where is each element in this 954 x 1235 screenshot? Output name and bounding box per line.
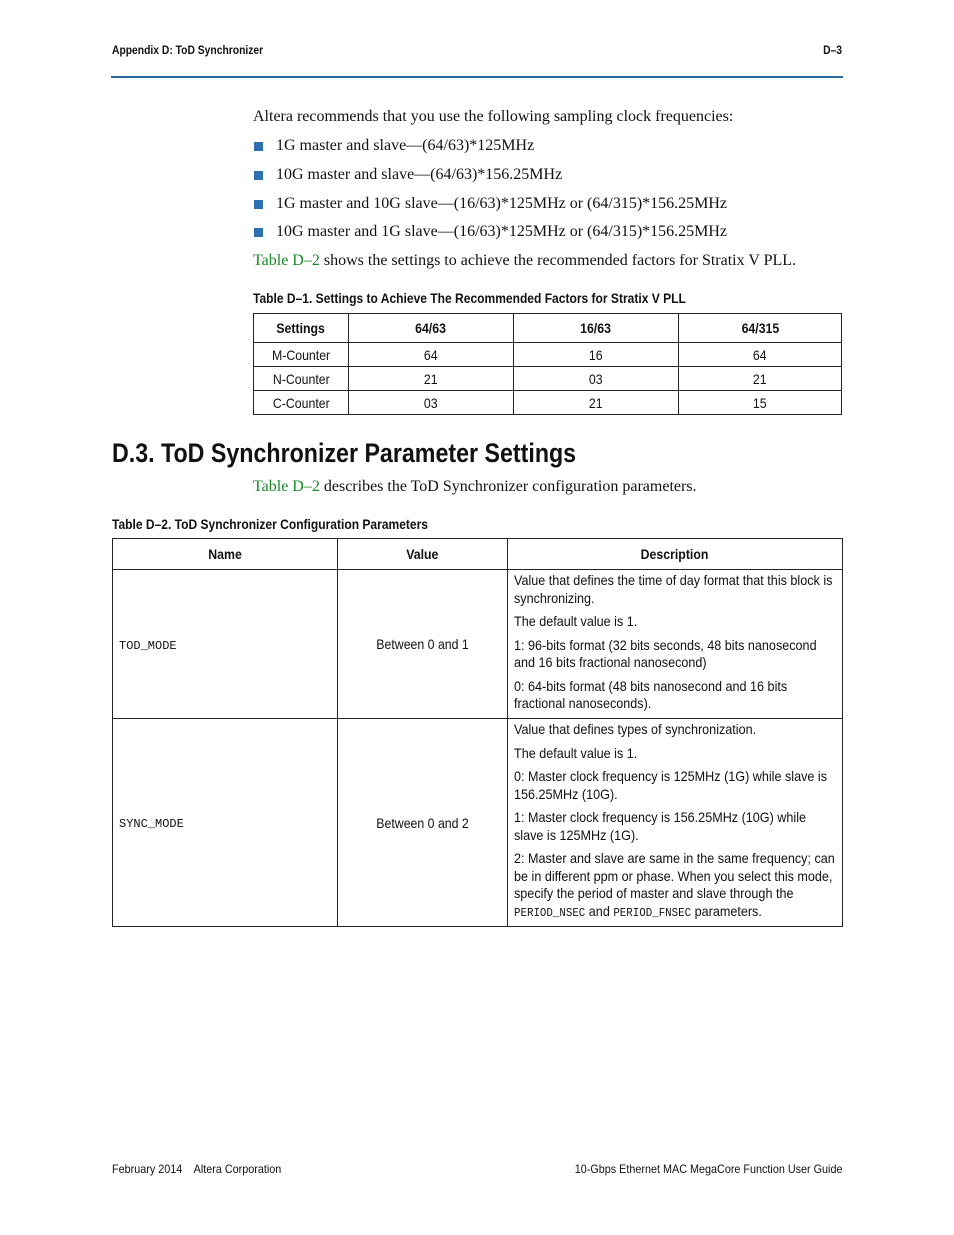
table-header-row: [113, 539, 843, 570]
code-period-fnsec: PERIOD_FNSEC: [613, 905, 692, 920]
table-cell: 16: [514, 343, 679, 367]
parameter-name: SYNC_MODE: [119, 817, 184, 831]
table-cell: C-Counter: [254, 391, 349, 415]
description-text: 1: Master clock frequency is 156.25MHz (10G) while slave is 125MHz (1G).: [514, 809, 807, 843]
description-text: Value that defines the time of day format that this block is synchronizing.: [514, 572, 833, 606]
bullet-item: 10G master and 1G slave—(16/63)*125MHz or (64/315)*156.25MHz: [276, 223, 728, 240]
table-cell: 03: [514, 367, 679, 391]
parameter-name: TOD_MODE: [119, 638, 177, 653]
column-header: Settings: [254, 314, 349, 343]
table-cell: 15: [679, 391, 842, 415]
section-heading: D.3. ToD Synchronizer Parameter Settings: [112, 438, 577, 468]
description-text: The default value is 1.: [514, 613, 638, 629]
bullet-marker: [254, 142, 263, 151]
intro-paragraph: Altera recommends that you use the following sampling clock frequencies:: [253, 108, 734, 125]
bullet-marker: [254, 228, 263, 237]
table-row: [113, 570, 843, 719]
table-row: [113, 719, 843, 927]
description-cell: [508, 570, 843, 719]
column-header: Description: [508, 539, 843, 570]
table-cell: 03: [349, 391, 514, 415]
table-header-row: [254, 314, 842, 343]
settings-table: [253, 313, 842, 415]
running-header-title: Appendix D: ToD Synchronizer: [112, 43, 264, 57]
description-text: Value that defines types of synchronization.: [514, 721, 757, 737]
parameter-name-cell: [113, 719, 338, 927]
bullet-item: 1G master and 10G slave—(16/63)*125MHz or (64/315)*156.25MHz: [276, 195, 728, 212]
code-period-nsec: PERIOD_NSEC: [514, 905, 586, 920]
description-text: 2: Master and slave are same in the same frequency; can be in different ppm or phase. When you select this mode, specify the period of master and slave through the PERIOD_NSEC and PERIOD_FNSEC parameters.: [514, 850, 835, 920]
section-paragraph-text: describes the ToD Synchronizer configuration parameters.: [319, 478, 697, 495]
configuration-parameters-table: [112, 538, 843, 927]
table-cell: N-Counter: [254, 367, 349, 391]
footer-right: 10-Gbps Ethernet MAC MegaCore Function User Guide: [574, 1162, 842, 1176]
page-number: D–3: [823, 43, 842, 57]
reference-text: shows the settings to achieve the recommended factors for Stratix V PLL.: [319, 252, 797, 269]
table-row: [254, 367, 842, 391]
header-rule: [111, 76, 843, 78]
column-header: 16/63: [514, 314, 679, 343]
table-reference-paragraph: [253, 252, 796, 270]
table2-caption: Table D–2. ToD Synchronizer Configuration Parameters: [112, 516, 429, 532]
section-paragraph: [253, 478, 697, 496]
column-header: 64/315: [679, 314, 842, 343]
table-d2-link[interactable]: Table D–2: [253, 252, 320, 269]
table-cell: M-Counter: [254, 343, 349, 367]
description-text: 0: 64-bits format (48 bits nanosecond and 16 bits fractional nanoseconds).: [514, 677, 788, 711]
parameter-value: Between 0 and 1: [376, 636, 469, 652]
parameter-value: Between 0 and 2: [376, 814, 469, 831]
bullet-marker: [254, 171, 263, 180]
table-cell: 21: [679, 367, 842, 391]
bullet-item: 10G master and slave—(64/63)*156.25MHz: [276, 166, 563, 183]
column-header: Name: [113, 539, 338, 570]
bullet-item: 1G master and slave—(64/63)*125MHz: [276, 137, 535, 154]
value-cell: [338, 719, 508, 927]
parameter-name-cell: [113, 570, 338, 719]
table-cell: 21: [514, 391, 679, 415]
column-header: 64/63: [349, 314, 514, 343]
description-text: 0: Master clock frequency is 125MHz (1G) while slave is 156.25MHz (10G).: [514, 768, 828, 802]
value-cell: [338, 570, 508, 719]
table-d2-link[interactable]: Table D–2: [253, 478, 320, 495]
bullet-marker: [254, 200, 263, 209]
table-cell: 21: [349, 367, 514, 391]
column-header: Value: [338, 539, 508, 570]
table-cell: 64: [349, 343, 514, 367]
table-row: [254, 391, 842, 415]
table-cell: 64: [679, 343, 842, 367]
table-row: [254, 343, 842, 367]
table1-caption: Table D–1. Settings to Achieve The Recommended Factors for Stratix V PLL: [253, 290, 686, 306]
description-text: The default value is 1.: [514, 744, 638, 761]
footer-left: February 2014 Altera Corporation: [112, 1162, 282, 1176]
description-cell: [508, 719, 843, 927]
description-text: 1: 96-bits format (32 bits seconds, 48 bits nanosecond and 16 bits fractional nanosecond): [514, 636, 817, 670]
